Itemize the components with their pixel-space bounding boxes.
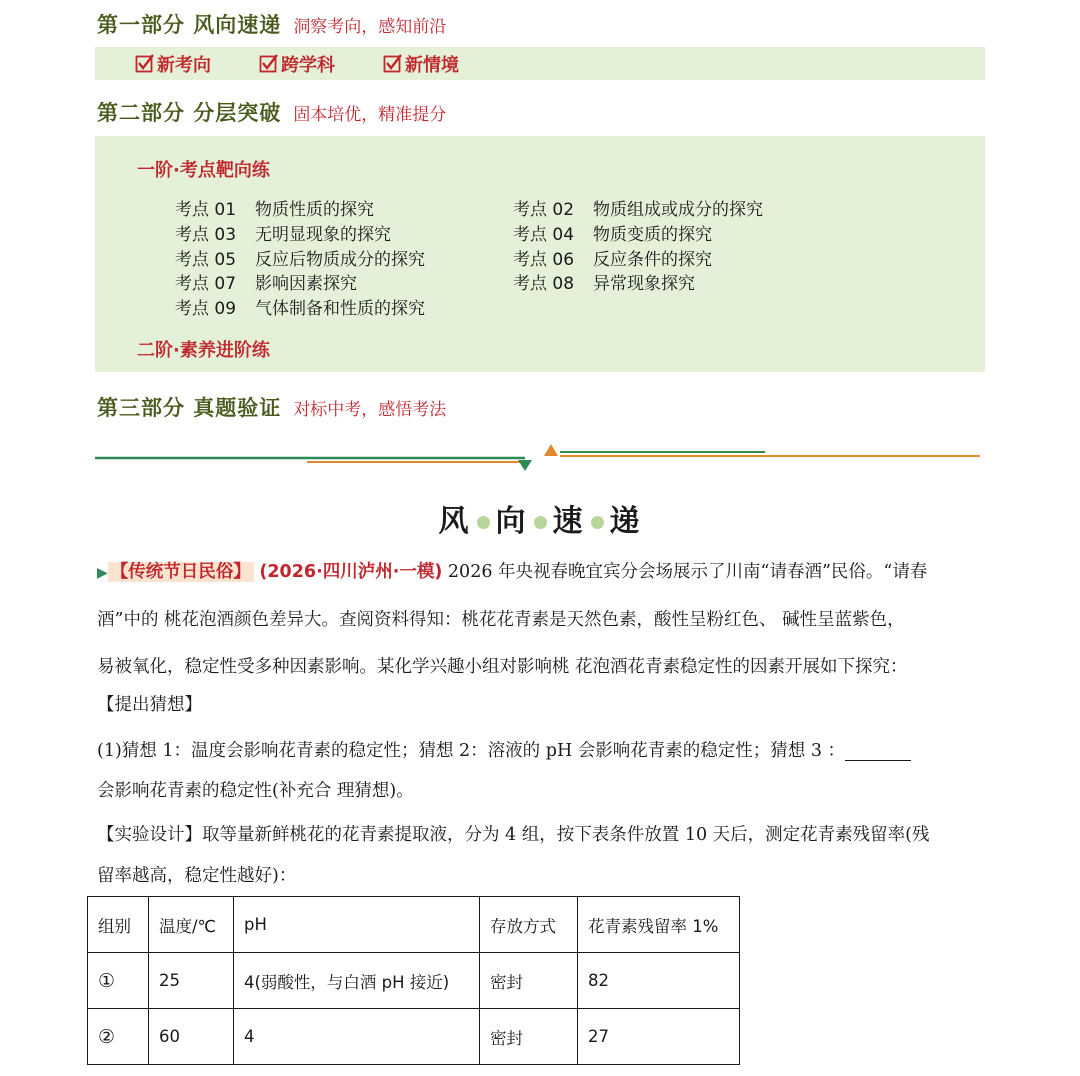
triangle-up-icon [544, 444, 558, 456]
part-three-header [97, 392, 446, 422]
experiment-table [87, 896, 740, 1065]
question-source: (2026·四川泸州·一模) [259, 562, 443, 582]
check-cross-discipline [259, 51, 335, 77]
question-line: (1)猜想 1：温度会影响花青素的稳定性；猜想 2：溶液的 pH 会影响花青素的稳定性；猜想 3 ： [97, 741, 983, 761]
triangle-down-icon [518, 460, 532, 471]
question-line: ▶ 【传统节日民俗】 (2026·四川泸州·一模) 2026 年央视春晚宜宾分会场展示了川南“请春酒”民俗。“请春 [97, 562, 928, 582]
kaodian-item: 考点 02 物质组成或成分的探究 [513, 200, 763, 220]
checkbox-checked-icon [383, 54, 403, 74]
table-row: ① 25 4(弱酸性，与白酒 pH 接近) 密封 82 [88, 953, 740, 1009]
section-divider [95, 438, 985, 474]
kaodian-item: 考点 03 无明显现象的探究 [175, 225, 391, 245]
check-label: 新情境 [405, 54, 459, 76]
kaodian-item: 考点 01 物质性质的探究 [175, 200, 374, 220]
section-heading: 风 向 速 递 [438, 504, 642, 539]
question-line: 留率越高，稳定性越好)： [97, 866, 297, 886]
check-band [95, 47, 985, 80]
kaodian-item: 考点 07 影响因素探究 [175, 274, 357, 294]
table-row: ② 60 4 密封 27 [88, 1009, 740, 1065]
answer-blank[interactable] [845, 744, 911, 761]
question-line: 酒”中的 桃花泡酒颜色差异大。查阅资料得知：桃花花青素是天然色素，酸性呈粉红色、 碱性呈蓝紫色， [97, 610, 905, 630]
check-new-direction [135, 51, 211, 77]
topic-tag: 【传统节日民俗】 [108, 562, 254, 582]
part-title: 第二部分 分层突破 [97, 101, 282, 125]
kaodian-item: 考点 09 气体制备和性质的探究 [175, 299, 425, 319]
check-new-context [383, 51, 459, 77]
kaodian-item: 考点 08 异常现象探究 [513, 274, 695, 294]
part-title: 第一部分 风向速递 [97, 13, 282, 37]
stage-one-title: 一阶·考点靶向练 [137, 160, 270, 181]
checkbox-checked-icon [259, 54, 279, 74]
check-label: 新考向 [157, 54, 211, 76]
question-line: 【实验设计】取等量新鲜桃花的花青素提取液，分为 4 组，按下表条件放置 10 天后，测定花青素残留率(残 [97, 825, 930, 845]
part-one-header [97, 9, 446, 39]
part-subtitle: 洞察考向，感知前沿 [293, 17, 447, 37]
checkbox-checked-icon [135, 54, 155, 74]
part-two-header [97, 97, 446, 127]
question-line: 【提出猜想】 [97, 695, 202, 715]
question-line: 易被氧化，稳定性受多种因素影响。某化学兴趣小组对影响桃 花泡酒花青素稳定性的因素开展如下探究： [97, 657, 908, 677]
kaodian-item: 考点 04 物质变质的探究 [513, 225, 712, 245]
stage-two-title: 二阶·素养进阶练 [137, 340, 270, 361]
part-title: 第三部分 真题验证 [97, 396, 282, 420]
kaodian-band [95, 136, 985, 372]
kaodian-item: 考点 05 反应后物质成分的探究 [175, 250, 425, 270]
part-subtitle: 固本培优，精准提分 [293, 105, 447, 125]
table-header-row: 组别 温度/℃ pH 存放方式 花青素残留率 1% [88, 897, 740, 953]
triangle-right-icon: ▶ [97, 565, 108, 581]
part-subtitle: 对标中考，感悟考法 [293, 400, 447, 420]
kaodian-item: 考点 06 反应条件的探究 [513, 250, 712, 270]
check-label: 跨学科 [281, 54, 335, 76]
question-line: 会影响花青素的稳定性(补充合 理猜想)。 [97, 781, 414, 801]
